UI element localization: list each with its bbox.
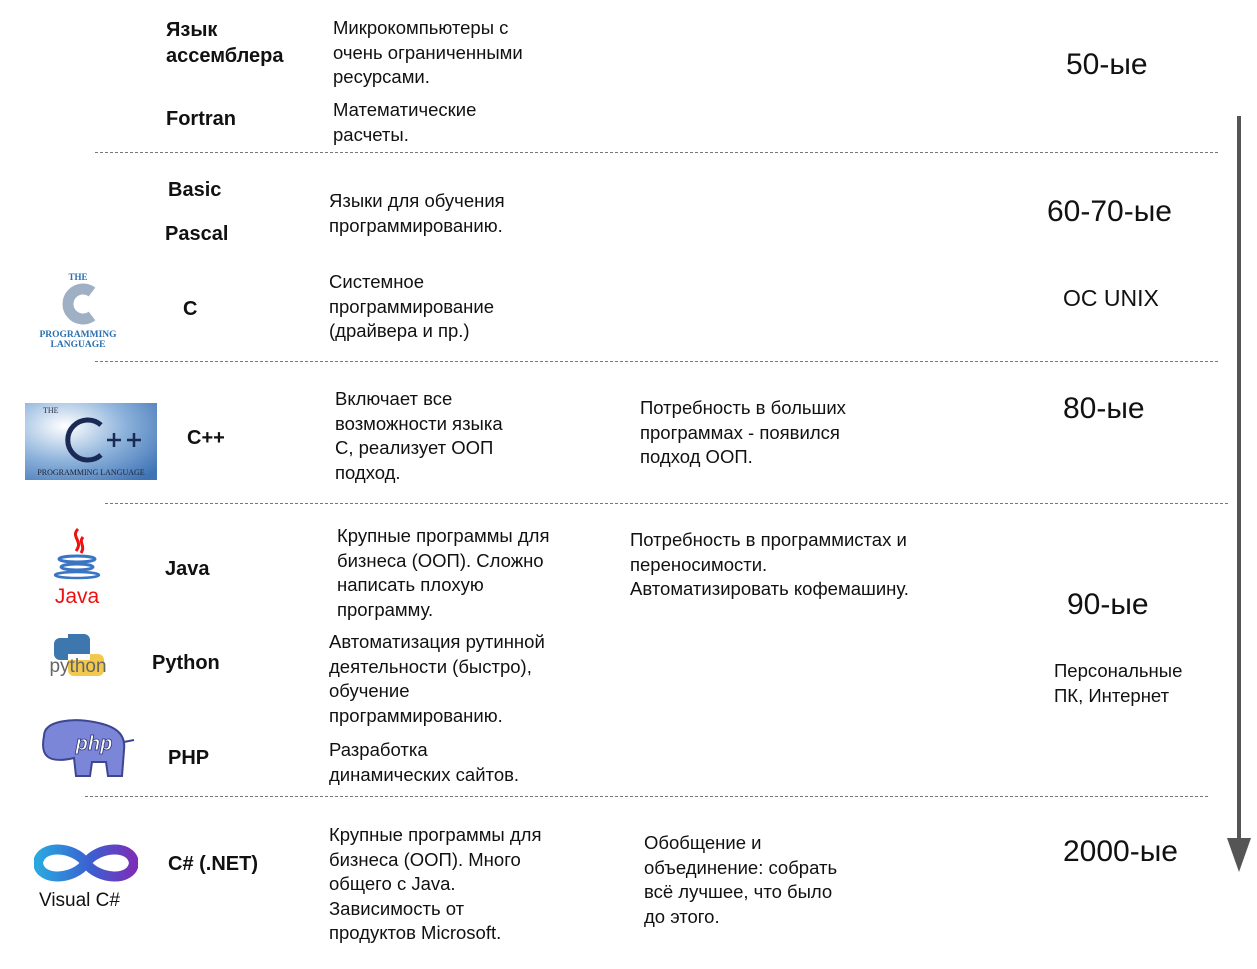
- svg-text:LANGUAGE: LANGUAGE: [50, 340, 106, 350]
- desc-c: Системное программирование (драйвера и пр.): [329, 271, 495, 342]
- php-elephant-logo: [34, 716, 138, 782]
- svg-text:PROGRAMMING LANGUAGE: PROGRAMMING LANGUAGE: [37, 468, 145, 477]
- lang-pascal: Pascal: [165, 223, 229, 245]
- desc-python: Автоматизация рутинной деятельности (быстро), обучение программированию.: [329, 631, 545, 726]
- lang-csharp: C# (.NET): [168, 853, 258, 875]
- divider: [85, 796, 1208, 797]
- era-60-70s: 60-70-ые: [1047, 195, 1172, 228]
- note-unix: ОС UNIX: [1063, 285, 1159, 311]
- era-80s: 80-ые: [1063, 392, 1145, 425]
- lang-fortran: Fortran: [166, 108, 236, 130]
- era-90s: 90-ые: [1067, 588, 1149, 621]
- note-pc-internet: Персональные ПК, Интернет: [1054, 660, 1183, 706]
- desc-cpp: Включает все возможности языка C, реализует ООП подход.: [335, 388, 503, 483]
- timeline-down-arrow: [1226, 116, 1252, 876]
- svg-text:PROGRAMMING: PROGRAMMING: [39, 330, 117, 340]
- divider: [105, 503, 1228, 504]
- desc-php: Разработка динамических сайтов.: [329, 739, 520, 785]
- desc-basic-pascal: Языки для обучения программированию.: [329, 190, 505, 236]
- cpp-book-logo: [25, 403, 157, 480]
- svg-text:Java: Java: [54, 585, 100, 607]
- desc-fortran: Математические расчеты.: [333, 99, 477, 145]
- lang-c: C: [183, 298, 198, 320]
- python-logo: [42, 632, 114, 684]
- need-java: Потребность в программистах и переносимости. Автоматизировать кофемашину.: [630, 529, 909, 600]
- lang-cpp: C++: [187, 427, 225, 449]
- svg-text:php: php: [75, 733, 113, 755]
- visual-csharp-infinity-logo: [34, 838, 138, 888]
- divider: [95, 152, 1218, 153]
- era-50s: 50-ые: [1066, 48, 1148, 81]
- svg-text:python: python: [49, 656, 107, 677]
- svg-text:THE: THE: [43, 406, 59, 415]
- svg-text:THE: THE: [68, 272, 88, 282]
- lang-basic: Basic: [168, 179, 222, 201]
- need-csharp: Обобщение и объединение: собрать всё лучшее, что было до этого.: [644, 832, 838, 927]
- lang-java: Java: [165, 558, 210, 580]
- need-cpp: Потребность в больших программах - появился подход ООП.: [640, 397, 846, 468]
- desc-csharp: Крупные программы для бизнеса (ООП). Много общего с Java. Зависимость от продуктов Microsoft.: [329, 824, 542, 944]
- java-logo: [50, 525, 105, 607]
- lang-asm: Язык ассемблера: [166, 19, 284, 67]
- lang-python: Python: [152, 652, 220, 674]
- desc-asm: Микрокомпьютеры с очень ограниченными ресурсами.: [333, 17, 523, 88]
- lang-php: PHP: [168, 747, 210, 769]
- divider: [95, 361, 1218, 362]
- c-book-logo: [30, 270, 126, 350]
- desc-java: Крупные программы для бизнеса (ООП). Сложно написать плохую программу.: [337, 525, 550, 620]
- visual-csharp-logo-text: Visual C#: [39, 890, 120, 911]
- era-2000s: 2000-ые: [1063, 835, 1178, 868]
